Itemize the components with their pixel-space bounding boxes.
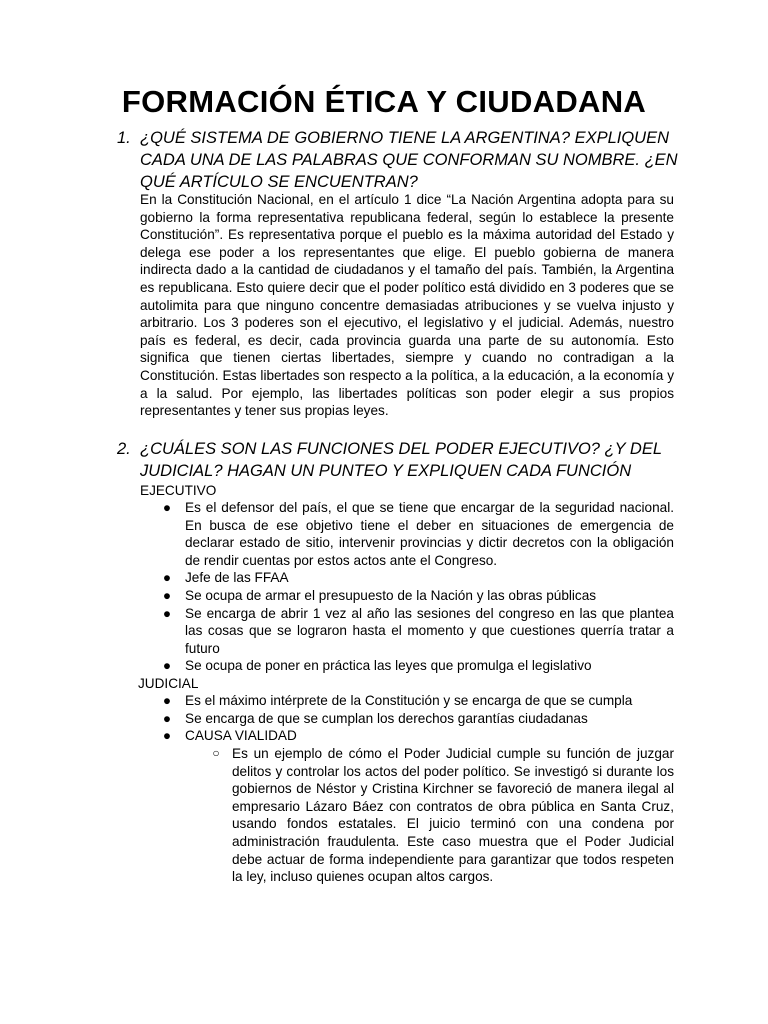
judicial-heading: JUDICIAL xyxy=(138,676,199,691)
bullet-icon: ● xyxy=(162,570,172,586)
judicial-list xyxy=(162,692,674,745)
bullet-icon: ● xyxy=(162,693,172,708)
hollow-bullet-icon: ○ xyxy=(212,746,220,760)
document-title: FORMACIÓN ÉTICA Y CIUDADANA xyxy=(121,84,647,119)
question-1 xyxy=(117,127,687,193)
ejecutivo-list xyxy=(162,499,674,675)
list-item: ● Se ocupa de poner en práctica las leyes que promulga el legislativo xyxy=(162,658,592,674)
bullet-icon: ● xyxy=(162,605,172,621)
question-2 xyxy=(117,438,687,482)
bullet-icon: ● xyxy=(162,728,172,744)
question-1-text: ¿QUÉ SISTEMA DE GOBIERNO TIENE LA ARGENTINA? EXPLIQUEN CADA UNA DE LAS PALABRAS QUE CONFORMAN SU NOMBRE. ¿EN QUÉ ARTÍCULO SE ENCUENTRAN? xyxy=(140,129,678,191)
list-item: ● Es el defensor del país, el que se tiene que encargar de la seguridad nacional. En busca de ese objetivo tiene el deber en situaciones de emergencia de declarar estado de sitio, intervenir provincias y dictir decretos con la obligación de rendir cuentas por estos actos ante el Congreso. xyxy=(162,500,674,568)
list-item: ● Se ocupa de armar el presupuesto de la Nación y las obras públicas xyxy=(162,587,597,603)
question-2-text: ¿CUÁLES SON LAS FUNCIONES DEL PODER EJECUTIVO? ¿Y DEL JUDICIAL? HAGAN UN PUNTEO Y EXPLIQUEN CADA FUNCIÓN xyxy=(140,440,662,480)
question-1-number: 1. xyxy=(117,129,131,147)
bullet-icon: ● xyxy=(162,587,172,603)
bullet-icon: ● xyxy=(162,500,172,515)
list-item: ● CAUSA VIALIDAD xyxy=(162,728,297,744)
list-item: ● Se encarga de abrir 1 vez al año las sesiones del congreso en las que plantea las cosas que se lograron hasta el momento y que cuestiones querría tratar a futuro xyxy=(162,605,674,656)
bullet-icon: ● xyxy=(162,710,172,726)
list-item: ● Jefe de las FFAA xyxy=(162,570,289,586)
list-item: ○ Es un ejemplo de cómo el Poder Judicial cumple su función de juzgar delitos y controlar los actos del poder político. Se investigó si durante los gobiernos de Néstor y Cristina Kirchner se favoreció de manera ilegal al empresario Lázaro Báez con contratos de obra pública en Santa Cruz, usando fondos estatales. El juicio terminó con una condena por administración fraudulenta. Este caso muestra que el Poder Judicial debe actuar de forma independiente para garantizar que todos respeten la ley, incluso quienes ocupan altos cargos. xyxy=(210,745,674,886)
question-2-number: 2. xyxy=(117,440,131,458)
bullet-icon: ● xyxy=(162,658,172,674)
causa-vialidad-sublist xyxy=(210,745,674,886)
list-item: ● Es el máximo intérprete de la Constitución y se encarga de que se cumpla xyxy=(162,693,633,708)
question-1-answer: En la Constitución Nacional, en el artículo 1 dice “La Nación Argentina adopta para su gobierno la forma representativa republicana federal, según lo establece la presente Constitución”. Es representativa porque el pueblo es la máxima autoridad del Estado y delega ese poder a los representantes que elige. El pueblo gobierna de manera indirecta dado a la cantidad de ciudadanos y el tamaño del país. También, la Argentina es republicana. Esto quiere decir que el poder político está dividido en 3 poderes que se autolimita para que ninguno concentre demasiadas atribuciones y se vuelva injusto y arbitrario. Los 3 poderes son el ejecutivo, el legislativo y el judicial. Además, nuestro país es federal, es decir, cada provincia guarda una parte de su autonomía. Esto significa que tienen ciertas libertades, siempre y cuando no contradigan a la Constitución. Estas libertades son respecto a la política, a la educación, a la economía y a la salud. Por ejemplo, las libertades políticas son poder elegir a sus propios representantes y tener sus propias leyes. xyxy=(140,192,674,419)
list-item: ● Se encarga de que se cumplan los derechos garantías ciudadanas xyxy=(162,710,588,726)
ejecutivo-heading: EJECUTIVO xyxy=(140,483,217,498)
